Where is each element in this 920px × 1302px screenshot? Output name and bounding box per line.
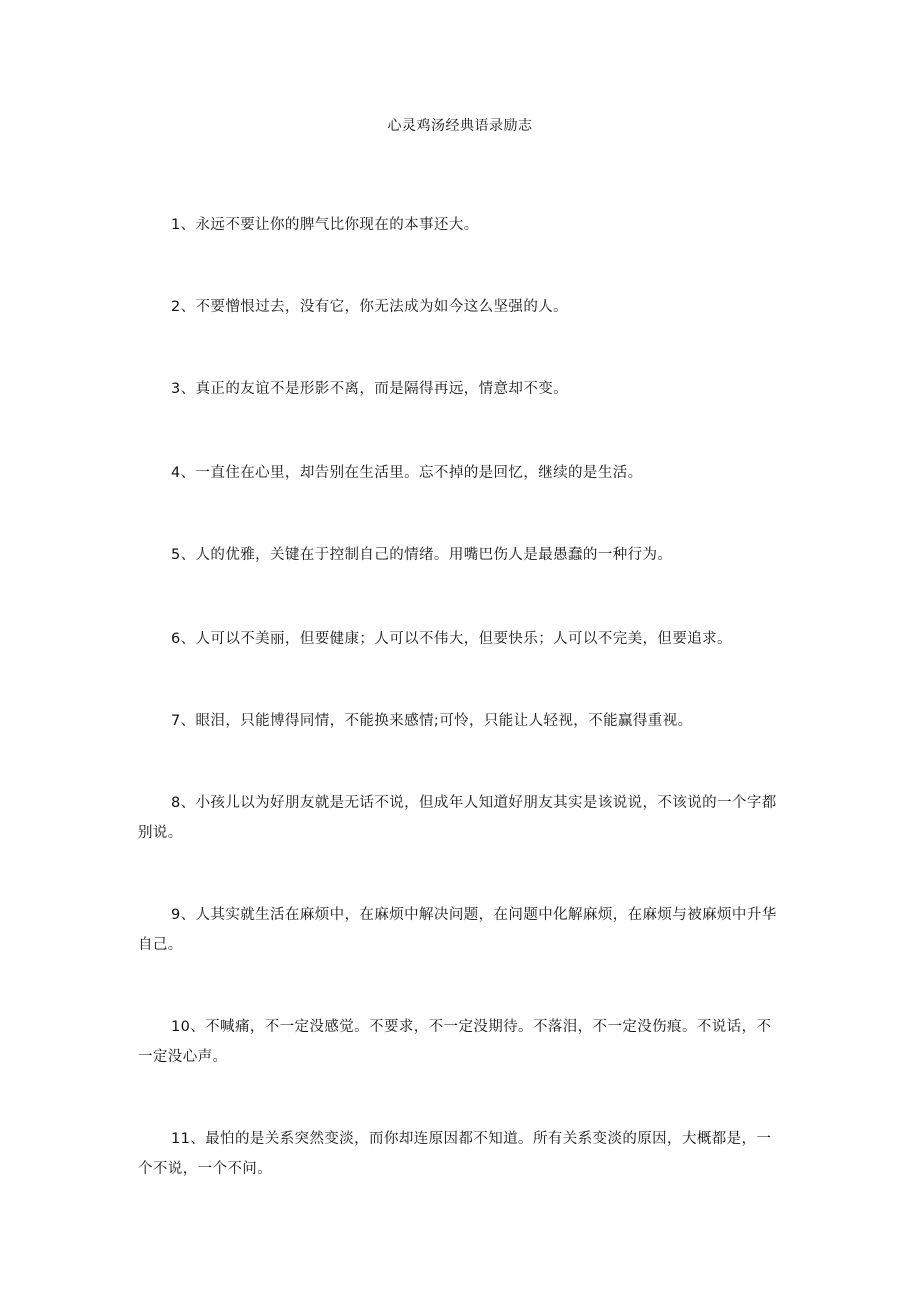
quote-paragraph-3: 3、真正的友谊不是形影不离，而是隔得再远，情意却不变。: [171, 381, 569, 397]
quote-paragraph-10: 10、不喊痛，不一定没感觉。不要求，不一定没期待。不落泪，不一定没伤痕。不说话，不一定没心声。: [138, 1019, 772, 1065]
page-title: 心灵鸡汤经典语录励志: [387, 118, 533, 134]
quote-paragraph-2: 2、不要憎恨过去，没有它，你无法成为如今这么坚强的人。: [171, 299, 569, 315]
quote-paragraph-11: 11、最怕的是关系突然变淡，而你却连原因都不知道。所有关系变淡的原因，大概都是，一个不说，一个不问。: [138, 1131, 772, 1177]
quote-paragraph-7: 7、眼泪，只能博得同情，不能换来感情;可怜，只能让人轻视，不能赢得重视。: [171, 713, 693, 729]
quote-paragraph-9: 9、人其实就生活在麻烦中，在麻烦中解决问题，在问题中化解麻烦，在麻烦与被麻烦中升华自己。: [138, 907, 777, 953]
quote-paragraph-1: 1、永远不要让你的脾气比你现在的本事还大。: [171, 217, 479, 233]
quote-paragraph-4: 4、一直住在心里，却告别在生活里。忘不掉的是回忆，继续的是生活。: [171, 465, 643, 481]
quote-paragraph-6: 6、人可以不美丽，但要健康；人可以不伟大，但要快乐；人可以不完美，但要追求。: [171, 631, 732, 647]
quote-paragraph-5: 5、人的优雅，关键在于控制自己的情绪。用嘴巴伤人是最愚蠢的一种行为。: [171, 547, 673, 563]
quote-paragraph-8: 8、小孩儿以为好朋友就是无话不说，但成年人知道好朋友其实是该说说，不该说的一个字都别说。: [138, 795, 777, 841]
